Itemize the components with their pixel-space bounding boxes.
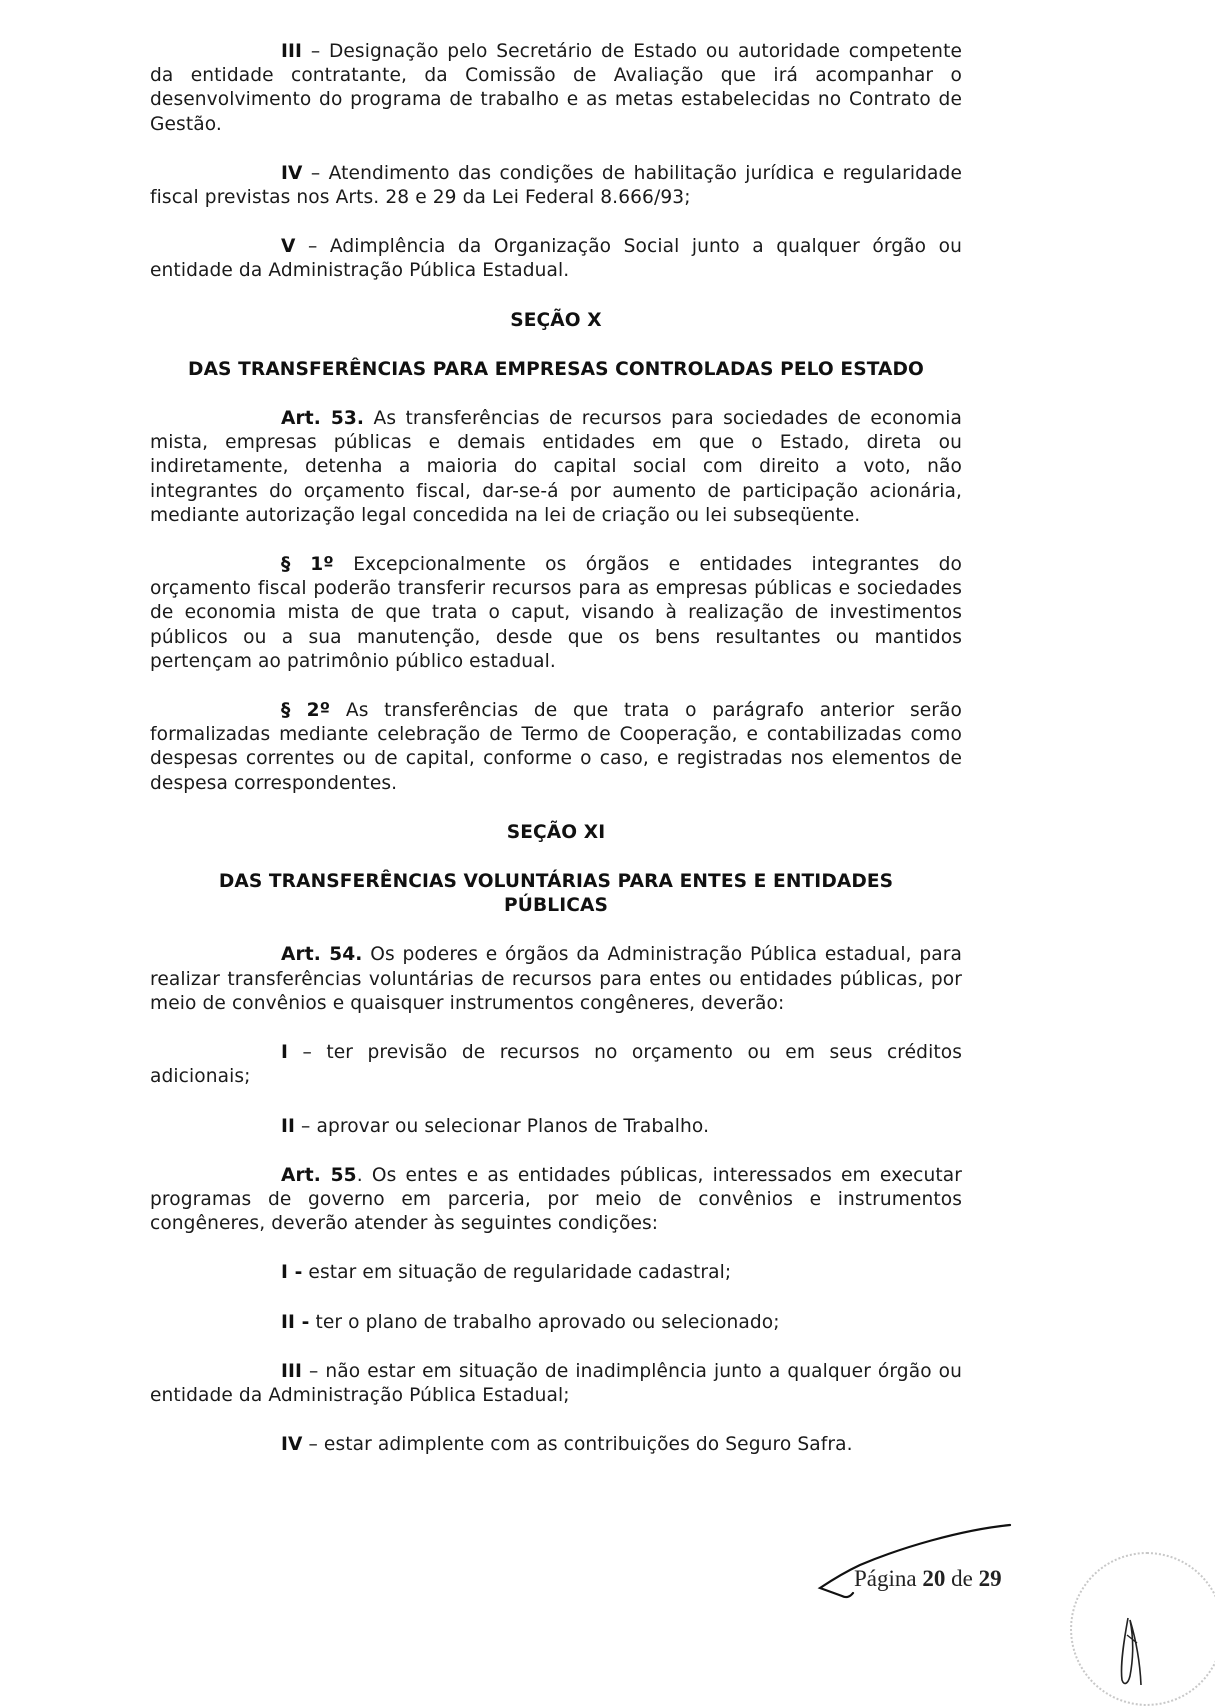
article-55-inciso-iv: [150, 1433, 962, 1457]
item-label: II -: [281, 1311, 310, 1333]
item-label: Art. 54.: [281, 944, 363, 966]
item-text: – não estar em situação de inadimplência junto a qualquer órgão ou entidade da Administração Pública Estadual;: [150, 1360, 962, 1406]
item-text: estar em situação de regularidade cadastral;: [302, 1262, 732, 1284]
page-number-current: 20: [922, 1566, 946, 1591]
item-label: I: [281, 1042, 289, 1064]
inciso-v: [150, 235, 962, 283]
item-text: – estar adimplente com as contribuições do Seguro Safra.: [302, 1434, 853, 1456]
section-x-title: SEÇÃO X: [510, 309, 602, 331]
item-label: § 1º: [281, 554, 334, 576]
item-label: Art. 55: [281, 1164, 357, 1186]
page-number-total: 29: [978, 1566, 1002, 1591]
section-xi-title: SEÇÃO XI: [506, 821, 606, 843]
item-text: As transferências de recursos para sociedades de economia mista, empresas públicas e demais entidades em que o Estado, direta ou indiretamente, detenha a maioria do capital social com direito a voto, não integrantes do orçamento fiscal, dar-se-á por aumento de participação acionária, mediante autorização legal concedida na lei de criação ou lei subseqüente.: [150, 408, 962, 526]
inciso-iii: [150, 40, 962, 137]
section-x-subtitle: DAS TRANSFERÊNCIAS PARA EMPRESAS CONTROLADAS PELO ESTADO: [188, 358, 924, 380]
article-53-paragraph-1: [150, 553, 962, 674]
item-text: – Adimplência da Organização Social junto a qualquer órgão ou entidade da Administração Pública Estadual.: [150, 236, 962, 282]
item-label: § 2º: [281, 700, 331, 722]
article-54: [150, 943, 962, 1016]
item-label: IV: [281, 162, 303, 184]
item-label: II: [281, 1115, 296, 1137]
item-text: – aprovar ou selecionar Planos de Trabalho.: [295, 1115, 710, 1137]
item-label: I -: [281, 1262, 303, 1284]
item-text: – Atendimento das condições de habilitação jurídica e regularidade fiscal previstas nos Arts. 28 e 29 da Lei Federal 8.666/93;: [150, 162, 962, 209]
page-number-middle: de: [945, 1566, 979, 1591]
article-55: [150, 1164, 962, 1237]
item-text: ter o plano de trabalho aprovado ou selecionado;: [309, 1311, 780, 1333]
item-label: III: [281, 41, 303, 62]
item-label: IV: [281, 1434, 303, 1456]
official-stamp-icon: [1070, 1552, 1215, 1706]
item-text: – ter previsão de recursos no orçamento ou em seus créditos adicionais;: [150, 1042, 962, 1088]
item-text: Os poderes e órgãos da Administração Pública estadual, para realizar transferências voluntárias de recursos para entes ou entidades públicas, por meio de convênios e quaisquer instrumentos congêneres, deverão:: [150, 944, 962, 1014]
article-55-inciso-i: [150, 1261, 962, 1285]
article-53: [150, 407, 962, 528]
page-number: [854, 1566, 1002, 1592]
section-xi-subtitle: DAS TRANSFERÊNCIAS VOLUNTÁRIAS PARA ENTES E ENTIDADES PÚBLICAS: [218, 871, 894, 917]
item-label: III: [281, 1360, 303, 1382]
item-label: Art. 53.: [281, 408, 365, 430]
inciso-iv: [150, 162, 962, 210]
item-text: . Os entes e as entidades públicas, interessados em executar programas de governo em parceria, por meio de convênios e instrumentos congêneres, deverão atender às seguintes condições:: [150, 1164, 962, 1235]
article-53-paragraph-2: [150, 699, 962, 796]
page-number-prefix: Página: [854, 1566, 923, 1591]
article-54-inciso-i: [150, 1041, 962, 1089]
item-text: As transferências de que trata o parágrafo anterior serão formalizadas mediante celebração de Termo de Cooperação, e contabilizadas como despesas correntes ou de capital, conforme o caso, e registradas nos elementos de despesa correspondentes.: [150, 700, 962, 794]
item-text: Excepcionalmente os órgãos e entidades integrantes do orçamento fiscal poderão transferir recursos para as empresas públicas e sociedades de economia mista de que trata o caput, visando à realização de investimentos públicos ou a sua manutenção, desde que os bens resultantes ou mantidos pertençam ao patrimônio público estadual.: [150, 554, 962, 672]
item-label: V: [281, 236, 296, 258]
document-body: [150, 40, 962, 1482]
article-55-inciso-iii: [150, 1360, 962, 1408]
article-55-inciso-ii: [150, 1311, 962, 1335]
article-54-inciso-ii: [150, 1115, 962, 1139]
item-text: – Designação pelo Secretário de Estado ou autoridade competente da entidade contratante, da Comissão de Avaliação que irá acompanhar o desenvolvimento do programa de trabalho e as metas estabelecidas no Contrato de Gestão.: [150, 41, 962, 135]
